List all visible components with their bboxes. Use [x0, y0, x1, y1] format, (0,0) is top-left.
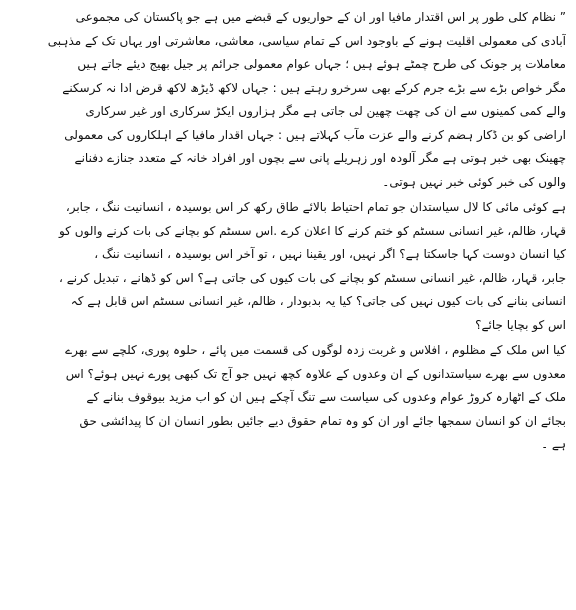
text-line: ” نظام کلی طور پر اس اقتدار مافیا اور ان کے حواریوں کے قبضے میں ہے جو پاکستان کی مجموعی — [75, 10, 566, 24]
text-line: معدوں سے بھرے سیاستدانوں کے ان وعدوں کے علاوہ کچھ نہیں جو آج تک کبھی پورے نہیں ہوئے؟ اس — [65, 366, 566, 381]
text-line: کیا اس ملک کے مظلوم ، افلاس و غربت زدہ لوگوں کی قسمت میں پائے ، حلوہ پوری، کلچے سے بھرے — [65, 343, 566, 357]
text-line: قہار، ظالم، غیر انسانی سسٹم کو ختم کرنے کا اعلان کرے .اس سسٹم کو بچانے کی بات کرنے والوں کو — [58, 223, 566, 238]
text-line: والے کمی کمینوں سے ان کی چھت چھین لی جاتی ہے مگر ہزاروں ایکڑ سرکاری اور غیر سرکاری — [85, 104, 566, 118]
text-line: مگر خواص بڑے سے بڑے جرم کرکے بھی سرخرو رہتے ہیں : جہاں لاکھ ڈیڑھ لاکھ قرض ادا نہ کرسکنے — [62, 80, 566, 95]
text-line: ہے کوئی مائی کا لال سیاستدان جو تمام احتیاط بالائے طاق رکھ کر اس بوسیدہ ، انسانیت ننگ ، جابر، — [65, 200, 566, 214]
paragraph-1 — [12, 6, 566, 194]
text-line: کیا انسان دوست کہا جاسکتا ہے؟ اگر نہیں، اور یقینا نہیں ، تو آخر اس بوسیدہ ، انسانیت ننگ ، — [94, 247, 566, 261]
text-line: آبادی کی معمولی اقلیت ہونے کے باوجود اس کے تمام سیاسی، معاشی، معاشرتی اور یہاں تک کے مذہبی — [47, 33, 566, 48]
text-line: بجائے ان کو انسان سمجھا جائے اور ان کو وہ تمام حقوق دیے جائیں بطور انسان ان کا پیدائشی حق — [79, 413, 566, 428]
text-line: انسانی بنانے کی بات کیوں نہیں کی جاتی؟ کیا یہ بدبودار ، ظالم، غیر انسانی سسٹم اس قابل ہے کہ — [70, 294, 566, 308]
text-line: اس کو بچایا جائے؟ — [475, 317, 566, 332]
text-line: جابر، قہار، ظالم، غیر انسانی سسٹم کو بچانے کی بات کیوں کی جاتی ہے؟ اس کو ڈھانے ، تبدیل کرنے ، — [59, 270, 566, 285]
paragraph-2 — [12, 196, 566, 337]
text-line: چھینک بھی خبر ہوتی ہے مگر آلودہ اور زہریلے پانی سے بچوں اور افراد خانہ کے متعدد جنازے دفنانے — [74, 151, 566, 165]
text-line: ملک کے اٹھارہ کروڑ عوام وعدوں کی سیاست سے تنگ آچکے ہیں ان کو اب مزید بیوقوف بنانے کے — [86, 390, 566, 404]
text-line: ہے ۔ — [541, 437, 566, 451]
text-line: اراضی کو بن ڈکار ہضم کرنے والے عزت مآب کہلاتے ہیں : جہاں اقدار مافیا کے اہلکاروں کی معمولی — [64, 127, 566, 142]
paragraph-3 — [12, 339, 566, 457]
text-line: والوں کی خبر کوئی خبر نہیں ہوتی۔ — [382, 174, 566, 189]
text-line: معاملات پر جونک کی طرح چمٹے ہوئے ہیں ؛ جہاں عوام معمولی جرائم پر جیل بھیج دیئے جاتے ہیں — [77, 57, 566, 71]
